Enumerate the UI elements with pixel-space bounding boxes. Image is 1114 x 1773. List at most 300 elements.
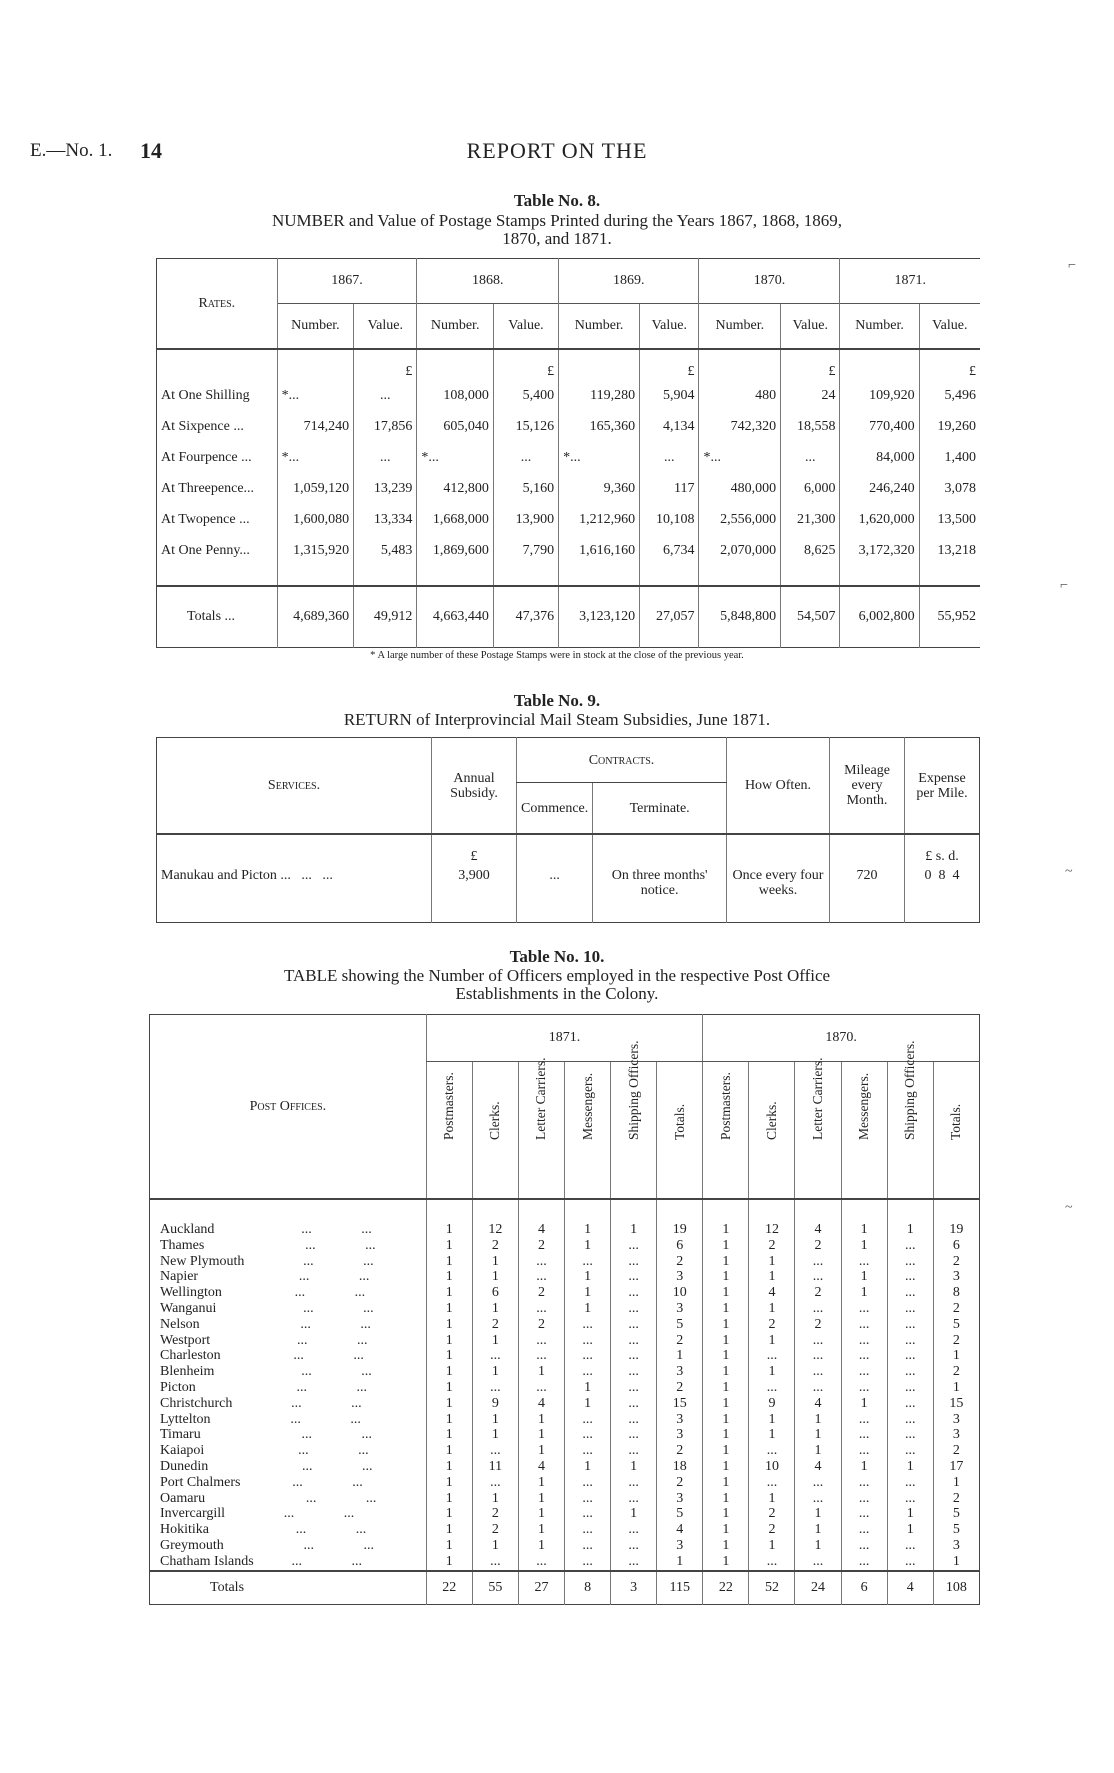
number-cell: 108,000 xyxy=(417,380,494,411)
count-cell: 1 xyxy=(472,1254,518,1270)
count-cell: 1 xyxy=(426,1475,472,1491)
column-header-text: Clerks. xyxy=(763,1100,779,1140)
count-cell: ... xyxy=(611,1380,657,1396)
count-cell: 4 xyxy=(518,1459,564,1475)
count-cell: 2 xyxy=(795,1285,841,1301)
year-header: 1870. xyxy=(703,1015,980,1062)
annual-subsidy-header: Annual Subsidy. xyxy=(432,738,517,835)
value-cell: 5,400 xyxy=(493,380,558,411)
leader-dots: ... xyxy=(358,1443,369,1459)
count-cell: 1 xyxy=(703,1364,749,1380)
leader-dots: ... xyxy=(291,1553,302,1569)
post-offices-header: Post Offices. xyxy=(150,1015,427,1200)
value-cell: ... xyxy=(354,380,417,411)
count-cell: ... xyxy=(611,1396,657,1412)
leader-dots: ... xyxy=(355,1522,367,1538)
count-cell: 1 xyxy=(426,1396,472,1412)
margin-mark: ~ xyxy=(1065,1200,1073,1215)
count-cell: 1 xyxy=(565,1199,611,1238)
count-cell: 1 xyxy=(703,1333,749,1349)
table-row xyxy=(150,1491,980,1507)
spacer xyxy=(559,349,640,380)
count-cell: 1 xyxy=(887,1459,933,1475)
pound-unit: £ xyxy=(781,349,840,380)
count-cell: 2 xyxy=(933,1254,979,1270)
post-office-label: Auckland xyxy=(160,1222,215,1237)
post-office-label: Napier xyxy=(160,1269,199,1285)
total-cell: 27 xyxy=(518,1571,564,1605)
count-cell: 1 xyxy=(933,1475,979,1491)
count-cell: 1 xyxy=(703,1317,749,1333)
year-header: 1871. xyxy=(426,1015,703,1062)
spacer xyxy=(781,566,840,586)
leader-dots: ... xyxy=(354,1285,366,1301)
mileage-header: Mileage every Month. xyxy=(830,738,905,835)
table-row xyxy=(150,1506,980,1522)
count-cell: 1 xyxy=(703,1554,749,1571)
leader-dots: ... xyxy=(350,1411,361,1427)
table-row xyxy=(150,1554,980,1571)
how-often: Once every four weeks. xyxy=(727,864,830,922)
count-cell: ... xyxy=(795,1491,841,1507)
value-cell: 19,260 xyxy=(919,411,980,442)
count-cell: 3 xyxy=(933,1427,979,1443)
spacer xyxy=(919,566,980,586)
count-cell: 1 xyxy=(426,1491,472,1507)
count-cell: ... xyxy=(518,1254,564,1270)
count-cell: 2 xyxy=(472,1317,518,1333)
column-header-text: Messengers. xyxy=(856,1072,872,1140)
leader-dots: ... xyxy=(351,1553,362,1569)
count-cell: 1 xyxy=(703,1412,749,1428)
page-number: 14 xyxy=(140,138,162,163)
running-title: REPORT ON THE xyxy=(466,138,648,163)
count-cell: ... xyxy=(841,1301,887,1317)
total-cell: 6 xyxy=(841,1571,887,1605)
count-cell: 1 xyxy=(472,1427,518,1443)
leader-dots: ... xyxy=(363,1253,374,1269)
value-cell: 15,126 xyxy=(493,411,558,442)
annual-subsidy: 3,900 xyxy=(432,864,517,922)
count-cell: 1 xyxy=(933,1554,979,1571)
post-office-name xyxy=(150,1364,427,1380)
count-cell: ... xyxy=(887,1412,933,1428)
rate-label: At Sixpence ... xyxy=(157,411,278,442)
rate-label: At One Penny... xyxy=(157,535,278,566)
post-office-name xyxy=(150,1506,427,1522)
leader-dots: ... xyxy=(353,1348,364,1364)
count-cell: ... xyxy=(887,1333,933,1349)
count-cell: 1 xyxy=(426,1317,472,1333)
count-cell: 1 xyxy=(841,1238,887,1254)
leader-dots: ... xyxy=(363,1300,374,1316)
count-cell: ... xyxy=(472,1475,518,1491)
count-cell: ... xyxy=(841,1412,887,1428)
leader-dots: ... xyxy=(365,1490,377,1506)
count-cell: ... xyxy=(841,1538,887,1554)
value-cell: ... xyxy=(493,442,558,473)
count-cell: 1 xyxy=(795,1412,841,1428)
table-row xyxy=(150,1427,980,1443)
count-cell: 3 xyxy=(933,1269,979,1285)
spacer xyxy=(493,566,558,586)
total-cell: 108 xyxy=(933,1571,979,1605)
pound-unit: £ xyxy=(919,349,980,380)
expense-header: Expense per Mile. xyxy=(905,738,980,835)
count-cell: 1 xyxy=(472,1491,518,1507)
count-cell: ... xyxy=(611,1269,657,1285)
leader-dots: ... xyxy=(305,1490,317,1506)
post-office-name xyxy=(150,1522,427,1538)
leader-dots: ... xyxy=(363,1537,375,1553)
count-cell: ... xyxy=(887,1348,933,1364)
table-row xyxy=(157,864,980,922)
value-cell: ... xyxy=(640,442,699,473)
table9-label xyxy=(0,692,1114,710)
table10-label-text: Table No. 10. xyxy=(509,947,605,966)
count-cell: 3 xyxy=(657,1538,703,1554)
count-cell: ... xyxy=(565,1475,611,1491)
count-cell: 1 xyxy=(703,1254,749,1270)
table-row xyxy=(150,1459,980,1475)
totals-label: Totals xyxy=(150,1571,427,1605)
leader-dots: ... xyxy=(301,1458,313,1474)
number-cell: 770,400 xyxy=(840,411,919,442)
count-cell: 2 xyxy=(749,1522,795,1538)
pound-unit: £ xyxy=(354,349,417,380)
spacer xyxy=(157,566,278,586)
count-cell: ... xyxy=(565,1522,611,1538)
rate-label: At One Shilling xyxy=(157,380,278,411)
count-cell: 2 xyxy=(657,1333,703,1349)
leader-dots: ... xyxy=(290,1411,301,1427)
count-cell: ... xyxy=(795,1254,841,1270)
spacer xyxy=(354,566,417,586)
pound-unit: £ xyxy=(640,349,699,380)
count-cell: ... xyxy=(611,1238,657,1254)
number-cell: 1,869,600 xyxy=(417,535,494,566)
count-cell: 1 xyxy=(426,1412,472,1428)
count-cell: ... xyxy=(841,1380,887,1396)
post-office-name xyxy=(150,1491,427,1507)
column-header xyxy=(933,1062,979,1200)
count-cell: 17 xyxy=(933,1459,979,1475)
count-cell: ... xyxy=(795,1301,841,1317)
count-cell: 1 xyxy=(703,1396,749,1412)
count-cell: 1 xyxy=(426,1554,472,1571)
spacer xyxy=(840,349,919,380)
pound-unit: £ xyxy=(432,834,517,864)
count-cell: ... xyxy=(887,1380,933,1396)
count-cell: 2 xyxy=(472,1522,518,1538)
count-cell: 1 xyxy=(841,1396,887,1412)
count-cell: 1 xyxy=(611,1199,657,1238)
column-header xyxy=(426,1062,472,1200)
count-cell: 1 xyxy=(703,1285,749,1301)
count-cell: ... xyxy=(472,1443,518,1459)
count-cell: ... xyxy=(795,1348,841,1364)
margin-mark: ~ xyxy=(1065,864,1073,879)
count-cell: ... xyxy=(565,1348,611,1364)
number-cell: 1,616,160 xyxy=(559,535,640,566)
post-office-label: Lyttelton xyxy=(160,1411,211,1427)
leader-dots: ... xyxy=(356,1379,368,1395)
count-cell: 1 xyxy=(518,1475,564,1491)
count-cell: 1 xyxy=(749,1491,795,1507)
count-cell: 1 xyxy=(703,1459,749,1475)
number-cell: 1,600,080 xyxy=(277,504,354,535)
count-cell: 1 xyxy=(518,1506,564,1522)
count-cell: 1 xyxy=(472,1412,518,1428)
value-cell: 13,218 xyxy=(919,535,980,566)
leader-dots: ... xyxy=(303,1253,314,1269)
value-cell: 13,334 xyxy=(354,504,417,535)
table-row xyxy=(150,1396,980,1412)
count-cell: ... xyxy=(841,1333,887,1349)
count-cell: ... xyxy=(565,1538,611,1554)
count-cell: ... xyxy=(611,1491,657,1507)
count-cell: 1 xyxy=(703,1506,749,1522)
value-cell: 6,734 xyxy=(640,535,699,566)
pound-unit: £ xyxy=(493,349,558,380)
post-office-label: New Plymouth xyxy=(160,1253,245,1269)
count-cell: ... xyxy=(887,1475,933,1491)
count-cell: 1 xyxy=(426,1459,472,1475)
number-cell: 3,172,320 xyxy=(840,535,919,566)
table-row xyxy=(150,1199,980,1238)
count-cell: 2 xyxy=(518,1238,564,1254)
count-cell: 3 xyxy=(657,1412,703,1428)
post-office-name xyxy=(150,1317,427,1333)
count-cell: 1 xyxy=(887,1199,933,1238)
count-cell: 2 xyxy=(518,1317,564,1333)
count-cell: 4 xyxy=(795,1459,841,1475)
count-cell: 1 xyxy=(565,1285,611,1301)
number-cell: 1,315,920 xyxy=(277,535,354,566)
value-cell: 24 xyxy=(781,380,840,411)
count-cell: ... xyxy=(887,1491,933,1507)
count-cell: ... xyxy=(611,1364,657,1380)
totals-row xyxy=(150,1571,980,1605)
post-office-name xyxy=(150,1554,427,1571)
count-cell: 5 xyxy=(933,1506,979,1522)
count-cell: 1 xyxy=(611,1459,657,1475)
count-cell: 1 xyxy=(426,1238,472,1254)
rates-header: Rates. xyxy=(157,259,278,350)
count-cell: 1 xyxy=(565,1238,611,1254)
count-cell: ... xyxy=(611,1538,657,1554)
count-cell: 5 xyxy=(657,1506,703,1522)
post-office-label: Greymouth xyxy=(160,1537,224,1553)
count-cell: 1 xyxy=(426,1380,472,1396)
rate-label: At Threepence... xyxy=(157,473,278,504)
table10-post-office-officers xyxy=(149,1014,980,1605)
leader-dots: ... xyxy=(296,1379,308,1395)
count-cell: ... xyxy=(565,1427,611,1443)
value-cell: 6,000 xyxy=(781,473,840,504)
count-cell: 1 xyxy=(703,1301,749,1317)
table-row xyxy=(150,1301,980,1317)
post-office-name xyxy=(150,1348,427,1364)
value-cell: 3,078 xyxy=(919,473,980,504)
number-cell: 109,920 xyxy=(840,380,919,411)
value-cell: 13,500 xyxy=(919,504,980,535)
leader-dots: ... xyxy=(298,1269,310,1285)
leader-dots: ... xyxy=(356,1332,368,1348)
total-cell: 49,912 xyxy=(354,586,417,648)
count-cell: ... xyxy=(518,1333,564,1349)
table-row xyxy=(157,504,981,535)
count-cell: 1 xyxy=(472,1269,518,1285)
table-row xyxy=(150,1269,980,1285)
value-header: Value. xyxy=(919,304,980,350)
totals-row xyxy=(157,586,981,648)
count-cell: 1 xyxy=(426,1506,472,1522)
post-office-name xyxy=(150,1254,427,1270)
post-office-name xyxy=(150,1380,427,1396)
table-row xyxy=(150,1333,980,1349)
count-cell: 1 xyxy=(565,1269,611,1285)
year-header: 1868. xyxy=(417,259,559,304)
leader-dots: ... xyxy=(301,1222,312,1237)
count-cell: ... xyxy=(611,1443,657,1459)
number-cell: 165,360 xyxy=(559,411,640,442)
terminate: On three months' notice. xyxy=(593,864,727,922)
table-row xyxy=(150,1364,980,1380)
number-header: Number. xyxy=(277,304,354,350)
count-cell: 2 xyxy=(795,1238,841,1254)
leader-dots: ... xyxy=(296,1332,308,1348)
post-office-label: Chatham Islands xyxy=(160,1553,254,1569)
service-name: Manukau and Picton ... ... ... xyxy=(157,864,432,922)
number-cell: *... xyxy=(417,442,494,473)
commence-header: Commence. xyxy=(517,783,593,835)
leader-dots: ... xyxy=(294,1285,306,1301)
number-cell: 1,620,000 xyxy=(840,504,919,535)
count-cell: 3 xyxy=(657,1269,703,1285)
number-cell: 714,240 xyxy=(277,411,354,442)
count-cell: ... xyxy=(795,1554,841,1571)
lsd-unit: £ s. d. xyxy=(905,834,980,864)
count-cell: 1 xyxy=(841,1285,887,1301)
total-cell: 52 xyxy=(749,1571,795,1605)
number-cell: *... xyxy=(277,442,354,473)
count-cell: ... xyxy=(841,1443,887,1459)
count-cell: 1 xyxy=(703,1199,749,1238)
count-cell: 1 xyxy=(703,1238,749,1254)
number-cell: 2,070,000 xyxy=(699,535,781,566)
count-cell: 1 xyxy=(933,1380,979,1396)
count-cell: 1 xyxy=(703,1491,749,1507)
count-cell: ... xyxy=(518,1380,564,1396)
count-cell: ... xyxy=(887,1364,933,1380)
count-cell: 1 xyxy=(472,1364,518,1380)
count-cell: ... xyxy=(887,1269,933,1285)
count-cell: 10 xyxy=(657,1285,703,1301)
count-cell: ... xyxy=(841,1254,887,1270)
document-reference: E.—No. 1. xyxy=(30,140,113,161)
value-header: Value. xyxy=(354,304,417,350)
count-cell: ... xyxy=(749,1380,795,1396)
count-cell: ... xyxy=(749,1348,795,1364)
count-cell: ... xyxy=(611,1348,657,1364)
count-cell: 1 xyxy=(426,1333,472,1349)
count-cell: ... xyxy=(565,1443,611,1459)
value-header: Value. xyxy=(781,304,840,350)
leader-dots: ... xyxy=(291,1395,302,1411)
count-cell: ... xyxy=(887,1538,933,1554)
table-row xyxy=(150,1443,980,1459)
count-cell: ... xyxy=(472,1554,518,1571)
count-cell: 1 xyxy=(795,1506,841,1522)
expense-per-mile: 0 8 4 xyxy=(905,864,980,922)
leader-dots: ... xyxy=(361,1458,373,1474)
total-cell: 27,057 xyxy=(640,586,699,648)
count-cell: 1 xyxy=(703,1427,749,1443)
value-cell: 5,483 xyxy=(354,535,417,566)
count-cell: 1 xyxy=(703,1380,749,1396)
number-cell: 742,320 xyxy=(699,411,781,442)
post-office-label: Charleston xyxy=(160,1348,221,1364)
count-cell: 1 xyxy=(426,1301,472,1317)
count-cell: ... xyxy=(518,1554,564,1571)
count-cell: 1 xyxy=(518,1427,564,1443)
count-cell: 1 xyxy=(795,1538,841,1554)
post-office-name xyxy=(150,1443,427,1459)
count-cell: ... xyxy=(841,1427,887,1443)
count-cell: 1 xyxy=(703,1269,749,1285)
count-cell: 1 xyxy=(841,1269,887,1285)
count-cell: 1 xyxy=(703,1348,749,1364)
count-cell: ... xyxy=(565,1506,611,1522)
leader-dots: ... xyxy=(303,1537,315,1553)
post-office-label: Kaiapoi xyxy=(160,1443,205,1459)
mileage: 720 xyxy=(830,864,905,922)
count-cell: 3 xyxy=(657,1427,703,1443)
count-cell: ... xyxy=(611,1412,657,1428)
table-row xyxy=(150,1412,980,1428)
count-cell: 4 xyxy=(749,1285,795,1301)
table10-title-line1: TABLE showing the Number of Officers employed in the respective Post Office xyxy=(283,966,831,985)
post-office-label: Wellington xyxy=(160,1285,222,1301)
leader-dots: ... xyxy=(301,1427,312,1443)
leader-dots: ... xyxy=(292,1474,303,1490)
count-cell: ... xyxy=(565,1254,611,1270)
count-cell: 2 xyxy=(933,1333,979,1349)
post-office-name xyxy=(150,1538,427,1554)
value-header: Value. xyxy=(640,304,699,350)
count-cell: 1 xyxy=(795,1443,841,1459)
post-office-label: Picton xyxy=(160,1379,196,1395)
count-cell: 2 xyxy=(657,1475,703,1491)
count-cell: 1 xyxy=(518,1522,564,1538)
number-cell: 84,000 xyxy=(840,442,919,473)
spacer xyxy=(417,566,494,586)
count-cell: ... xyxy=(841,1364,887,1380)
total-cell: 54,507 xyxy=(781,586,840,648)
total-cell: 115 xyxy=(657,1571,703,1605)
count-cell: ... xyxy=(887,1301,933,1317)
count-cell: 3 xyxy=(933,1538,979,1554)
total-cell: 55 xyxy=(472,1571,518,1605)
count-cell: 1 xyxy=(749,1364,795,1380)
leader-dots: ... xyxy=(301,1364,312,1380)
table8-label xyxy=(0,192,1114,210)
count-cell: 2 xyxy=(933,1491,979,1507)
count-cell: 1 xyxy=(795,1427,841,1443)
count-cell: ... xyxy=(841,1506,887,1522)
value-cell: 4,134 xyxy=(640,411,699,442)
